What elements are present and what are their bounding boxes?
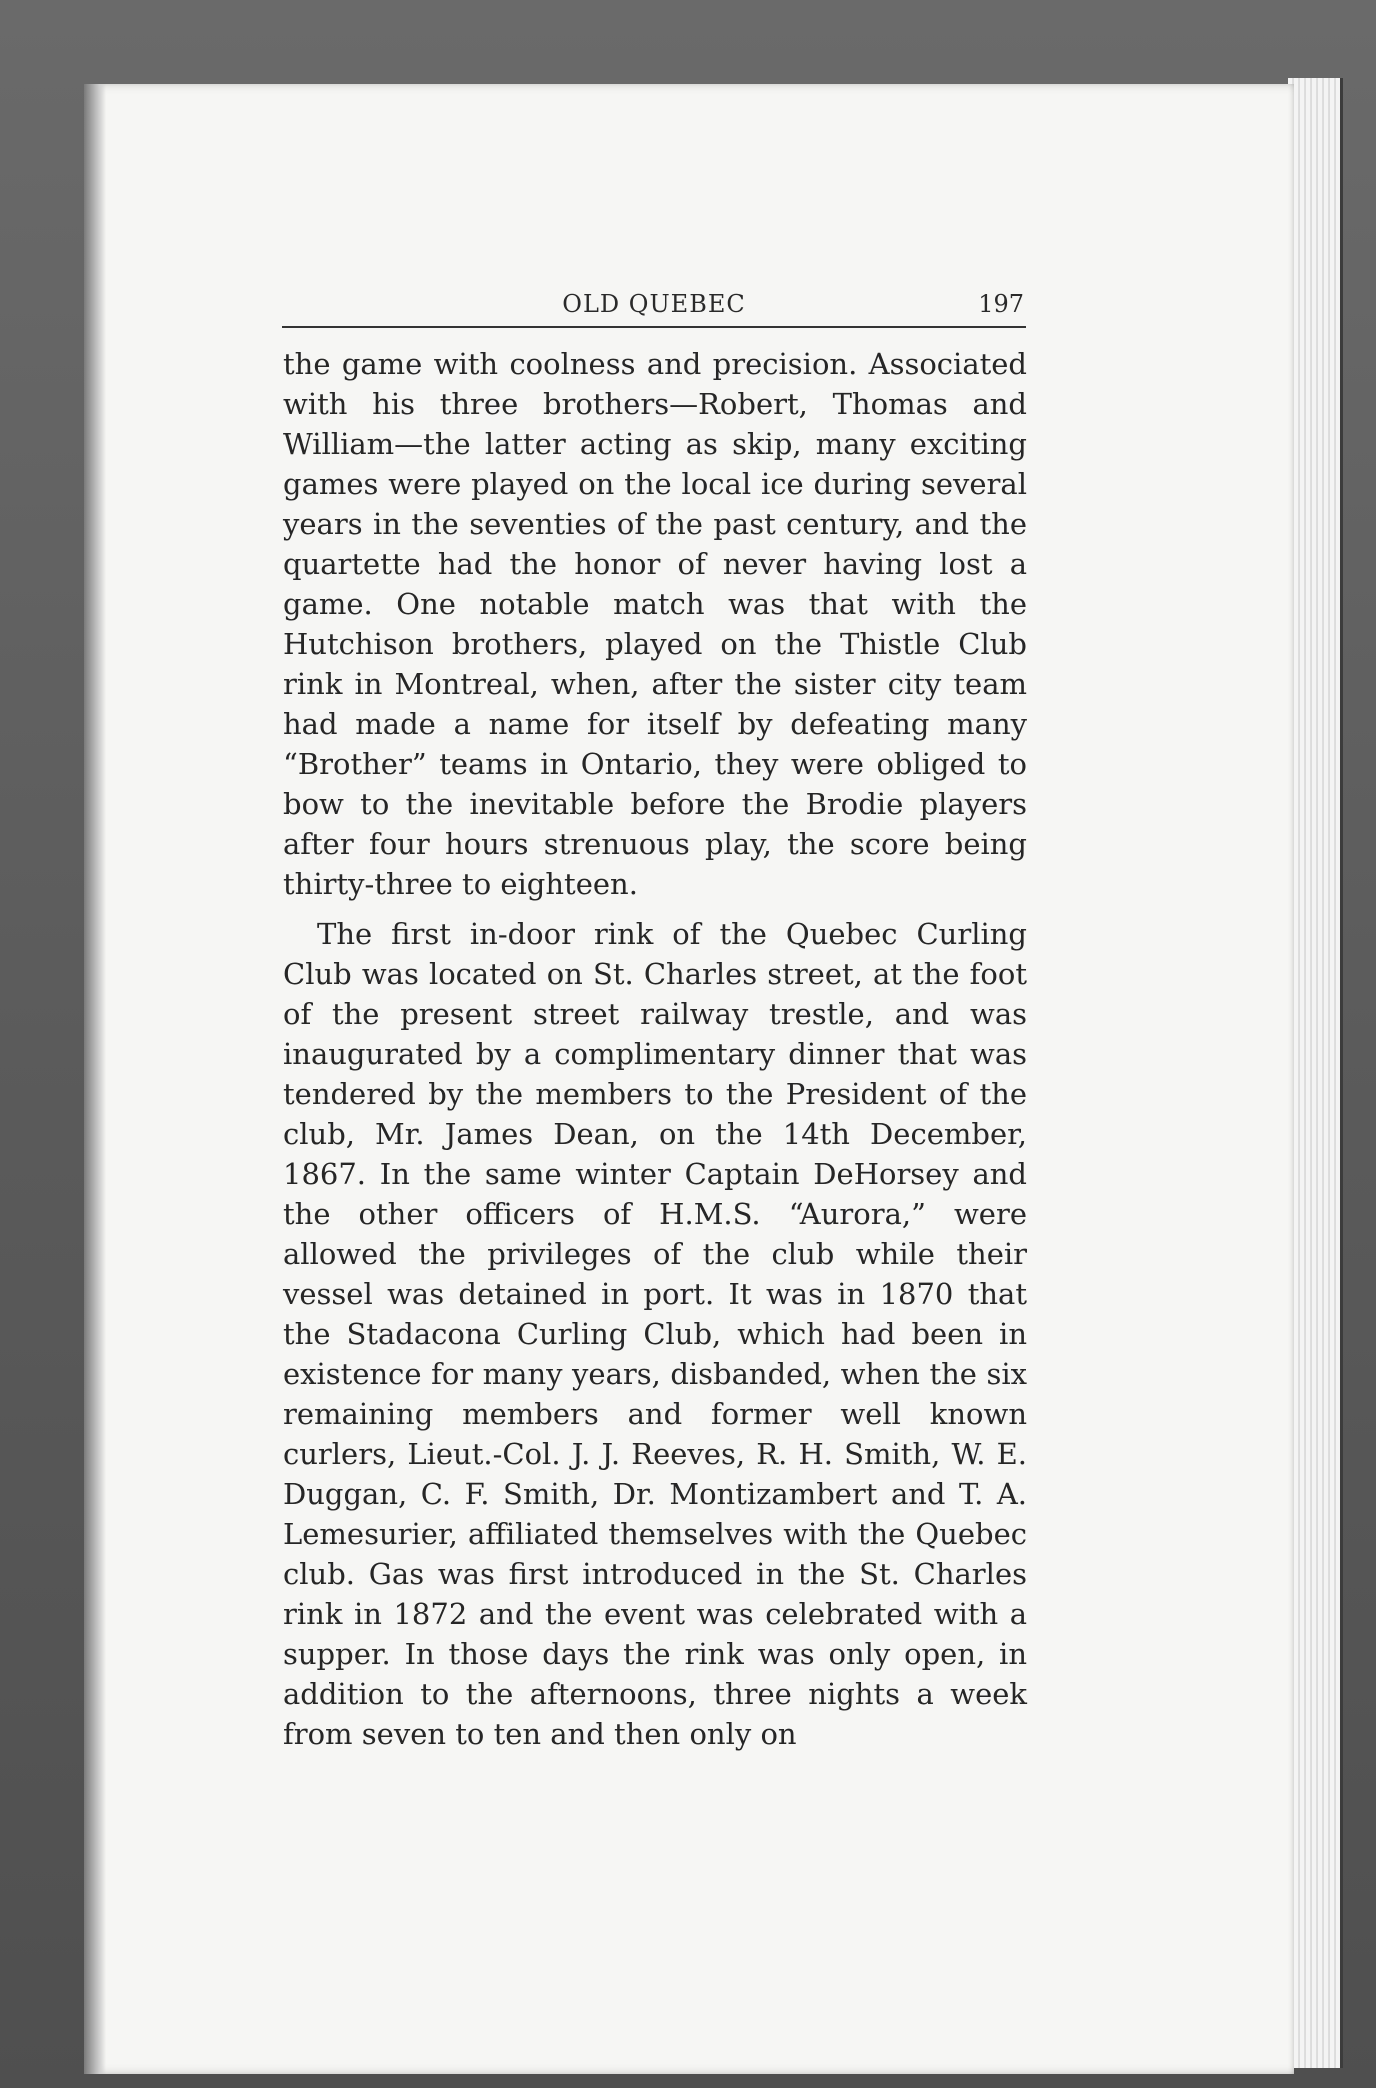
paragraph: the game with coolness and precision. Associated with his three brothers—Robert, Thomas and William—the latter acting as skip, many exciting games were played on the local ice during several years in the seventies of the past century, and the quartette had the honor of never having lost a game. One notable match was that with the Hutchison brothers, played on the Thistle Club rink in Montreal, when, after the sister city team had made a name for itself by defeating many “Brother” teams in Ontario, they were obliged to bow to the inevitable before the Brodie players after four hours strenuous play, the score being thirty-three to eighteen.: [283, 347, 1027, 901]
book-gutter-shadow: [84, 84, 106, 2074]
body-text: [283, 344, 1027, 1754]
page-header: [282, 284, 1026, 328]
page-edges: [1288, 78, 1343, 2068]
running-head: OLD QUEBEC: [562, 290, 746, 318]
paragraph: The first in-door rink of the Quebec Curling Club was located on St. Charles street, at the foot of the present street railway trestle, and was inaugurated by a complimentary dinner that was tendered by the members to the President of the club, Mr. James Dean, on the 14th December, 1867. In the same winter Captain DeHorsey and the other officers of H.M.S. “Aurora,” were allowed the privileges of the club while their vessel was detained in port. It was in 1870 that the Stadacona Curling Club, which had been in existence for many years, disbanded, when the six remaining members and former well known curlers, Lieut.-Col. J. J. Reeves, R. H. Smith, W. E. Duggan, C. F. Smith, Dr. Montizambert and T. A. Lemesurier, affiliated themselves with the Quebec club. Gas was first introduced in the St. Charles rink in 1872 and the event was celebrated with a supper. In those days the rink was only open, in addition to the afternoons, three nights a week from seven to ten and then only on: [283, 917, 1027, 1751]
page-number: 197: [978, 290, 1024, 318]
